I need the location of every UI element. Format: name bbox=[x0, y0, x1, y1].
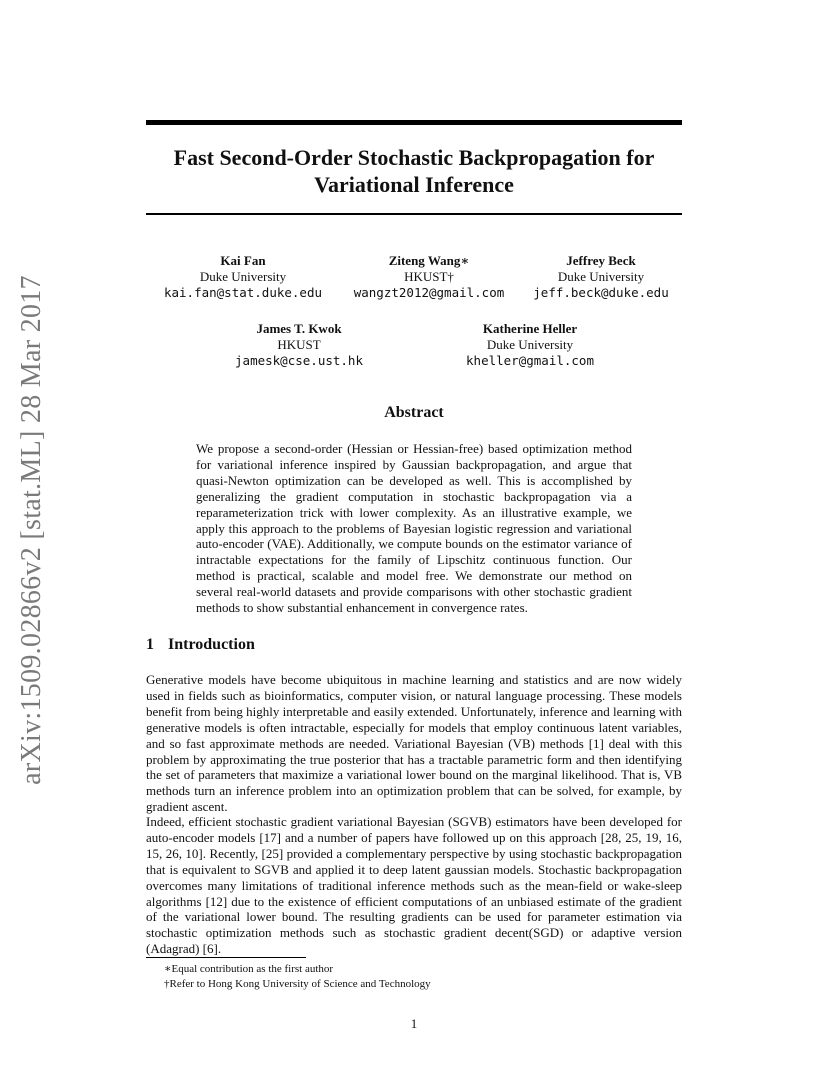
author-email: kai.fan@stat.duke.edu bbox=[163, 285, 323, 300]
title-line-1: Fast Second-Order Stochastic Backpropagation for bbox=[173, 145, 655, 170]
paragraph: Generative models have become ubiquitous in machine learning and statistics and are now widely used in fields such as bioinformatics, computer vision, or natural language processing. These models benefit from being highly interpretable and easily extended. Unfortunately, inference and learning with generative models is often intractable, especially for models that employ continuous latent variables, and so fast approximate methods are needed. Variational Bayesian (VB) methods [1] deal with this problem by approximating the true posterior that has a tractable parametric form and then identifying the set of parameters that maximize a variational lower bound on the marginal likelihood. That is, VB methods turn an inference problem into an optimization problem that can be solved, for example, by gradient ascent. bbox=[146, 672, 682, 815]
author-name: James T. Kwok bbox=[256, 321, 342, 336]
abstract-text: We propose a second-order (Hessian or Hessian-free) based optimization method for variational inference inspired by Gaussian backpropagation, and argue that quasi-Newton optimization can be developed as well. This is accomplished by generalizing the gradient computation in stochastic backpropagation via a reparameterization trick with lower complexity. As an illustrative example, we apply this approach to the problems of Bayesian logistic regression and variational auto-encoder (VAE). Additionally, we compute bounds on the estimator variance of intractable expectations for the family of Lipschitz continuous function. Our method is practical, scalable and model free. We demonstrate our method on several real-world datasets and provide comparisons with other stochastic gradient methods to show substantial enhancement in convergence rates. bbox=[196, 441, 632, 616]
title-bottom-rule bbox=[146, 213, 682, 215]
arxiv-sidebar bbox=[14, 275, 50, 785]
section-heading bbox=[146, 636, 255, 654]
author-name: Kai Fan bbox=[220, 253, 266, 268]
section-number: 1 bbox=[146, 636, 154, 653]
author-email: kheller@gmail.com bbox=[466, 353, 594, 368]
paragraph: Indeed, efficient stochastic gradient variational Bayesian (SGVB) estimators have been developed for auto-encoder models [17] and a number of papers have followed up on this approach [28, 25, 19, 16, 15, 26, 10]. Recently, [25] provided a complementary perspective by using stochastic backpropagation that is equivalent to SGVB and applied it to deep latent gaussian models. Stochastic backpropagation overcomes many limitations of traditional inference methods such as the mean-field or wake-sleep algorithms [12] due to the existence of efficient computations of an unbiased estimate of the gradient of the variational lower bound. The resulting gradients can be used for parameter estimation via stochastic optimization methods such as stochastic gradient decent(SGD) or adaptive version (Adagrad) [6]. bbox=[146, 814, 682, 957]
author-block bbox=[522, 253, 680, 301]
title-line-2: Variational Inference bbox=[314, 172, 514, 197]
author-email: wangzt2012@gmail.com bbox=[353, 285, 505, 300]
author-block bbox=[214, 321, 384, 369]
footnote-rule bbox=[146, 957, 306, 958]
paper-title bbox=[146, 144, 682, 198]
footnote: †Refer to Hong Kong University of Science and Technology bbox=[164, 978, 431, 990]
author-affiliation: Duke University bbox=[199, 269, 287, 284]
author-block bbox=[340, 253, 518, 301]
author-block bbox=[448, 321, 612, 369]
author-email: jeff.beck@duke.edu bbox=[533, 285, 669, 300]
title-top-rule bbox=[146, 120, 682, 125]
page-number: 1 bbox=[410, 1016, 418, 1031]
abstract-heading: Abstract bbox=[384, 404, 444, 421]
author-affiliation: HKUST† bbox=[404, 269, 454, 284]
section-title: Introduction bbox=[168, 636, 255, 653]
author-affiliation: Duke University bbox=[486, 337, 574, 352]
author-block bbox=[150, 253, 336, 301]
author-name: Jeffrey Beck bbox=[566, 253, 636, 268]
author-affiliation: Duke University bbox=[557, 269, 645, 284]
footnote: ∗Equal contribution as the first author bbox=[164, 963, 334, 975]
author-email: jamesk@cse.ust.hk bbox=[235, 353, 363, 368]
arxiv-identifier: arXiv:1509.02866v2 [stat.ML] 28 Mar 2017 bbox=[16, 275, 47, 785]
author-name: Ziteng Wang∗ bbox=[388, 253, 470, 268]
author-affiliation: HKUST bbox=[277, 337, 321, 352]
author-name: Katherine Heller bbox=[482, 321, 578, 336]
